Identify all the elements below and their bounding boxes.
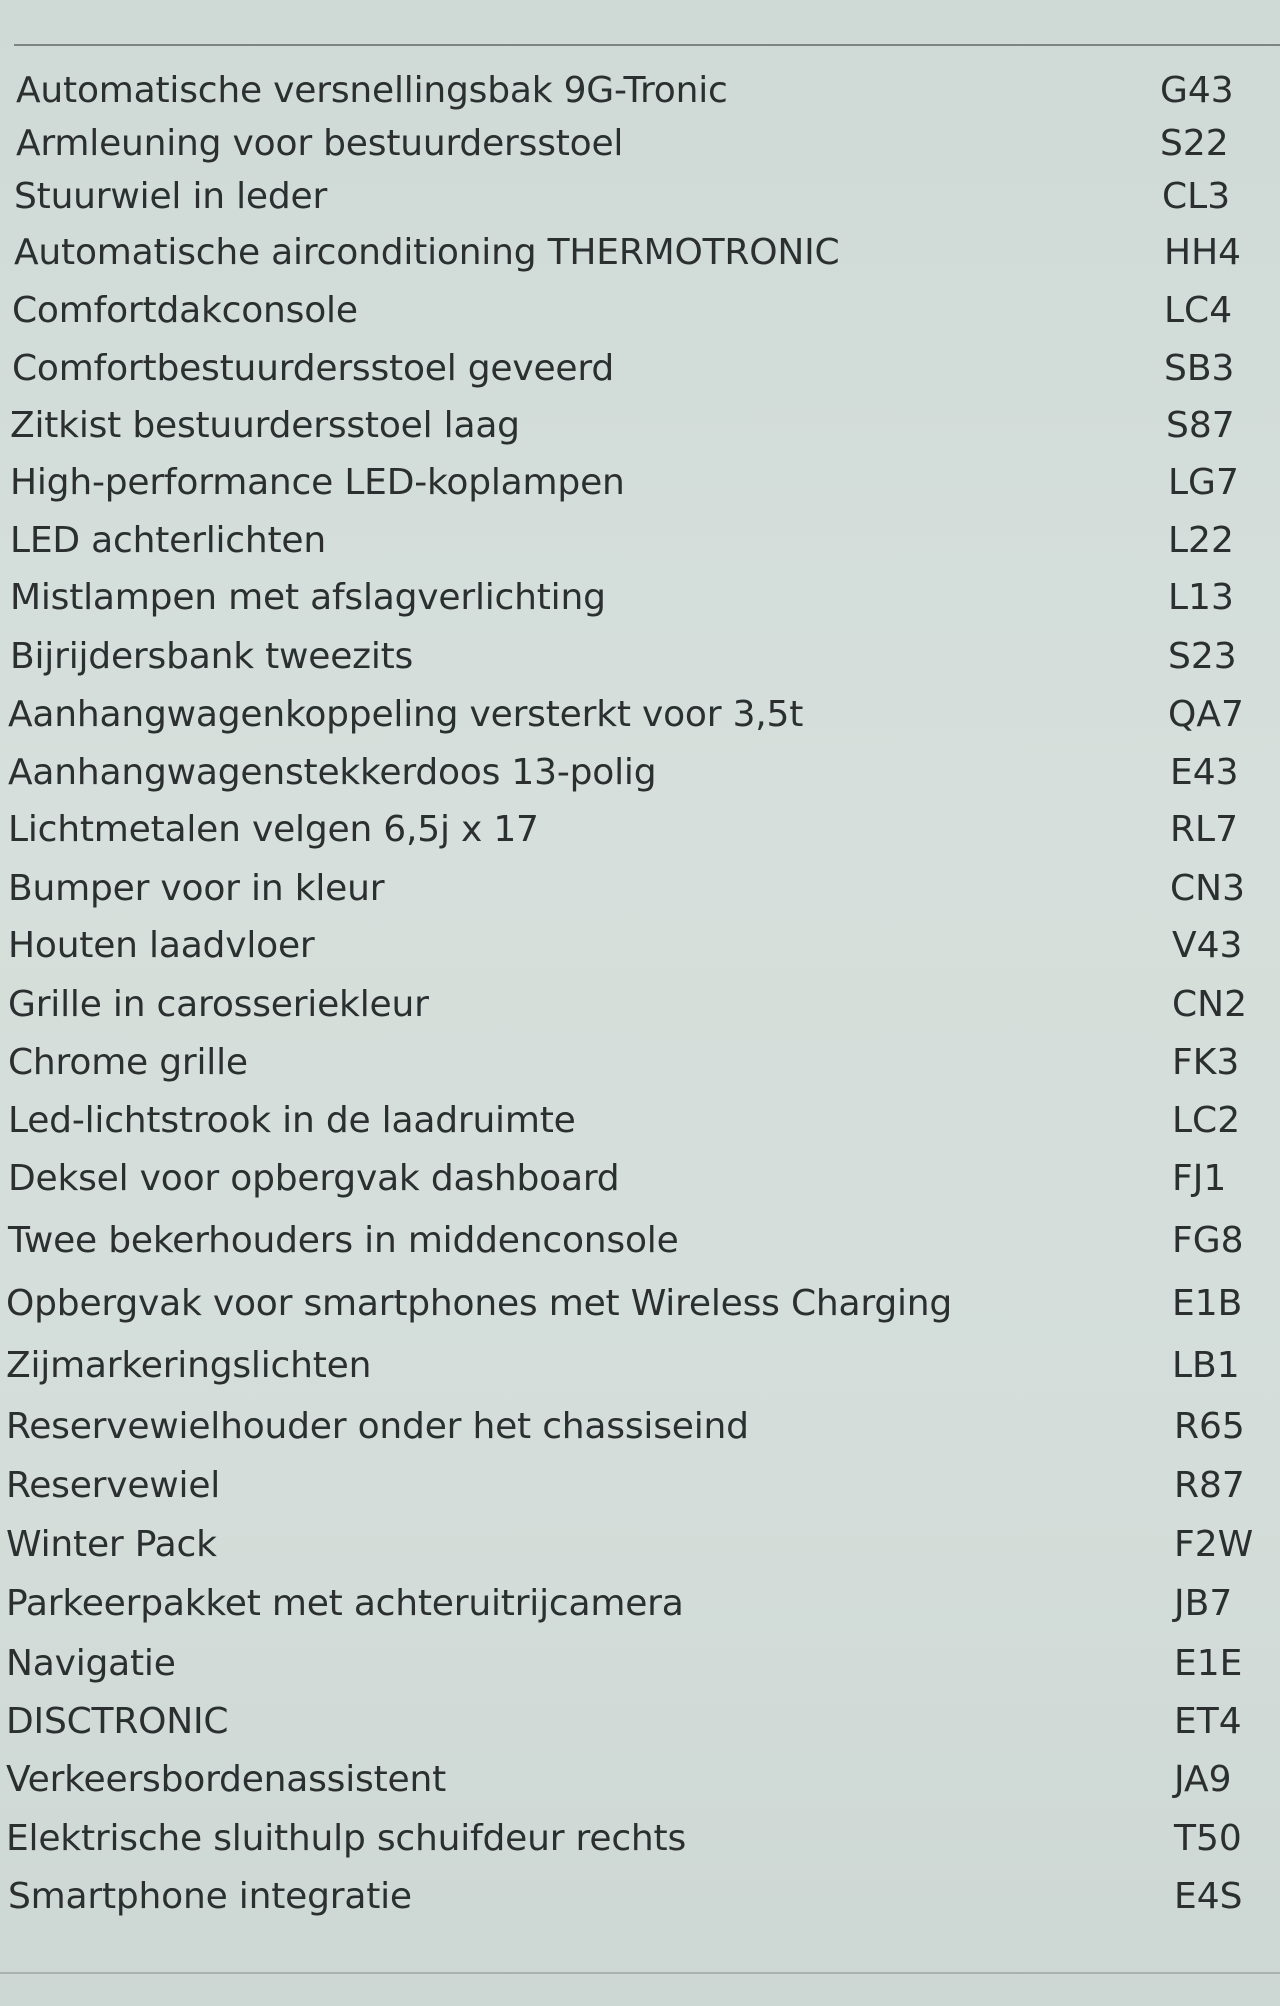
option-row <box>0 1695 1280 1749</box>
option-description: Comfortbestuurdersstoel geveerd <box>12 348 614 389</box>
option-code: JA9 <box>1174 1759 1232 1800</box>
option-code: FG8 <box>1172 1220 1244 1261</box>
option-row <box>0 630 1280 684</box>
option-code: CN3 <box>1170 868 1245 909</box>
option-row <box>0 978 1280 1032</box>
option-row <box>0 456 1280 510</box>
option-code: V43 <box>1172 925 1243 966</box>
option-code: E1E <box>1174 1643 1243 1684</box>
option-row <box>0 1870 1280 1924</box>
option-row <box>0 399 1280 453</box>
option-row <box>0 1518 1280 1572</box>
option-row <box>0 514 1280 568</box>
option-description: High-performance LED-koplampen <box>10 462 625 503</box>
option-row <box>0 919 1280 973</box>
option-description: Houten laadvloer <box>8 925 315 966</box>
option-description: Aanhangwagenstekkerdoos 13-polig <box>8 752 657 793</box>
option-description: Reservewielhouder onder het chassiseind <box>6 1406 749 1447</box>
option-code: L22 <box>1168 520 1234 561</box>
option-description: Aanhangwagenkoppeling versterkt voor 3,5t <box>8 694 804 735</box>
option-row <box>0 1812 1280 1866</box>
option-description: Comfortdakconsole <box>12 290 358 331</box>
option-description: Smartphone integratie <box>8 1876 412 1917</box>
option-description: Lichtmetalen velgen 6,5j x 17 <box>8 809 539 850</box>
option-description: Zitkist bestuurdersstoel laag <box>10 405 520 446</box>
option-row <box>0 571 1280 625</box>
option-code: E1B <box>1172 1283 1243 1324</box>
option-row <box>0 117 1280 171</box>
option-row <box>0 862 1280 916</box>
option-code: LC4 <box>1164 290 1233 331</box>
option-code: ET4 <box>1174 1701 1242 1742</box>
option-code: RL7 <box>1170 809 1238 850</box>
option-code: F2W <box>1174 1524 1254 1565</box>
option-code: HH4 <box>1164 232 1242 273</box>
option-description: DISCTRONIC <box>6 1701 229 1742</box>
option-row <box>0 1637 1280 1691</box>
option-code: CL3 <box>1162 176 1231 217</box>
option-code: S22 <box>1160 123 1229 164</box>
option-row <box>0 284 1280 338</box>
option-description: Verkeersbordenassistent <box>6 1759 446 1800</box>
option-code: L13 <box>1168 577 1234 618</box>
option-description: Automatische airconditioning THERMOTRONIC <box>14 232 840 273</box>
option-row <box>0 1094 1280 1148</box>
option-code: LB1 <box>1172 1345 1240 1386</box>
option-description: Grille in carosseriekleur <box>8 984 429 1025</box>
option-description: Led-lichtstrook in de laadruimte <box>8 1100 576 1141</box>
option-row <box>0 688 1280 742</box>
option-code: FJ1 <box>1172 1158 1227 1199</box>
option-code: JB7 <box>1174 1583 1233 1624</box>
option-code: LG7 <box>1168 462 1239 503</box>
option-row <box>0 803 1280 857</box>
option-code: R65 <box>1174 1406 1245 1447</box>
option-code: E4S <box>1174 1876 1243 1917</box>
option-description: Navigatie <box>6 1643 176 1684</box>
option-description: Armleuning voor bestuurdersstoel <box>16 123 624 164</box>
option-description: Twee bekerhouders in middenconsole <box>8 1220 679 1261</box>
option-row <box>0 1459 1280 1513</box>
option-description: Chrome grille <box>8 1042 248 1083</box>
option-row <box>0 1036 1280 1090</box>
option-description: Mistlampen met afslagverlichting <box>10 577 606 618</box>
option-description: Stuurwiel in leder <box>14 176 328 217</box>
option-description: Reservewiel <box>6 1465 221 1506</box>
option-row <box>0 1400 1280 1454</box>
option-code: T50 <box>1174 1818 1242 1859</box>
option-code: E43 <box>1170 752 1239 793</box>
option-code: LC2 <box>1172 1100 1241 1141</box>
option-code: CN2 <box>1172 984 1247 1025</box>
option-code: FK3 <box>1172 1042 1240 1083</box>
option-row <box>0 1214 1280 1268</box>
option-row <box>0 1339 1280 1393</box>
option-description: Automatische versnellingsbak 9G-Tronic <box>16 70 728 111</box>
option-row <box>0 64 1280 118</box>
option-description: Deksel voor opbergvak dashboard <box>8 1158 620 1199</box>
option-row <box>0 170 1280 224</box>
option-description: Winter Pack <box>6 1524 217 1565</box>
option-row <box>0 1753 1280 1807</box>
option-code: G43 <box>1160 70 1234 111</box>
option-row <box>0 342 1280 396</box>
option-description: Zijmarkeringslichten <box>6 1345 372 1386</box>
option-code: SB3 <box>1164 348 1235 389</box>
option-description: Elektrische sluithulp schuifdeur rechts <box>6 1818 686 1859</box>
option-row <box>0 1277 1280 1331</box>
option-row <box>0 1577 1280 1631</box>
option-description: Bumper voor in kleur <box>8 868 385 909</box>
option-description: Opbergvak voor smartphones met Wireless Charging <box>6 1283 953 1324</box>
option-code: S23 <box>1168 636 1237 677</box>
option-code: R87 <box>1174 1465 1245 1506</box>
option-description: Bijrijdersbank tweezits <box>10 636 414 677</box>
option-row <box>0 226 1280 280</box>
option-description: Parkeerpakket met achteruitrijcamera <box>6 1583 684 1624</box>
option-row <box>0 746 1280 800</box>
option-description: LED achterlichten <box>10 520 326 561</box>
option-row <box>0 1152 1280 1206</box>
option-code: QA7 <box>1168 694 1244 735</box>
option-code: S87 <box>1166 405 1235 446</box>
